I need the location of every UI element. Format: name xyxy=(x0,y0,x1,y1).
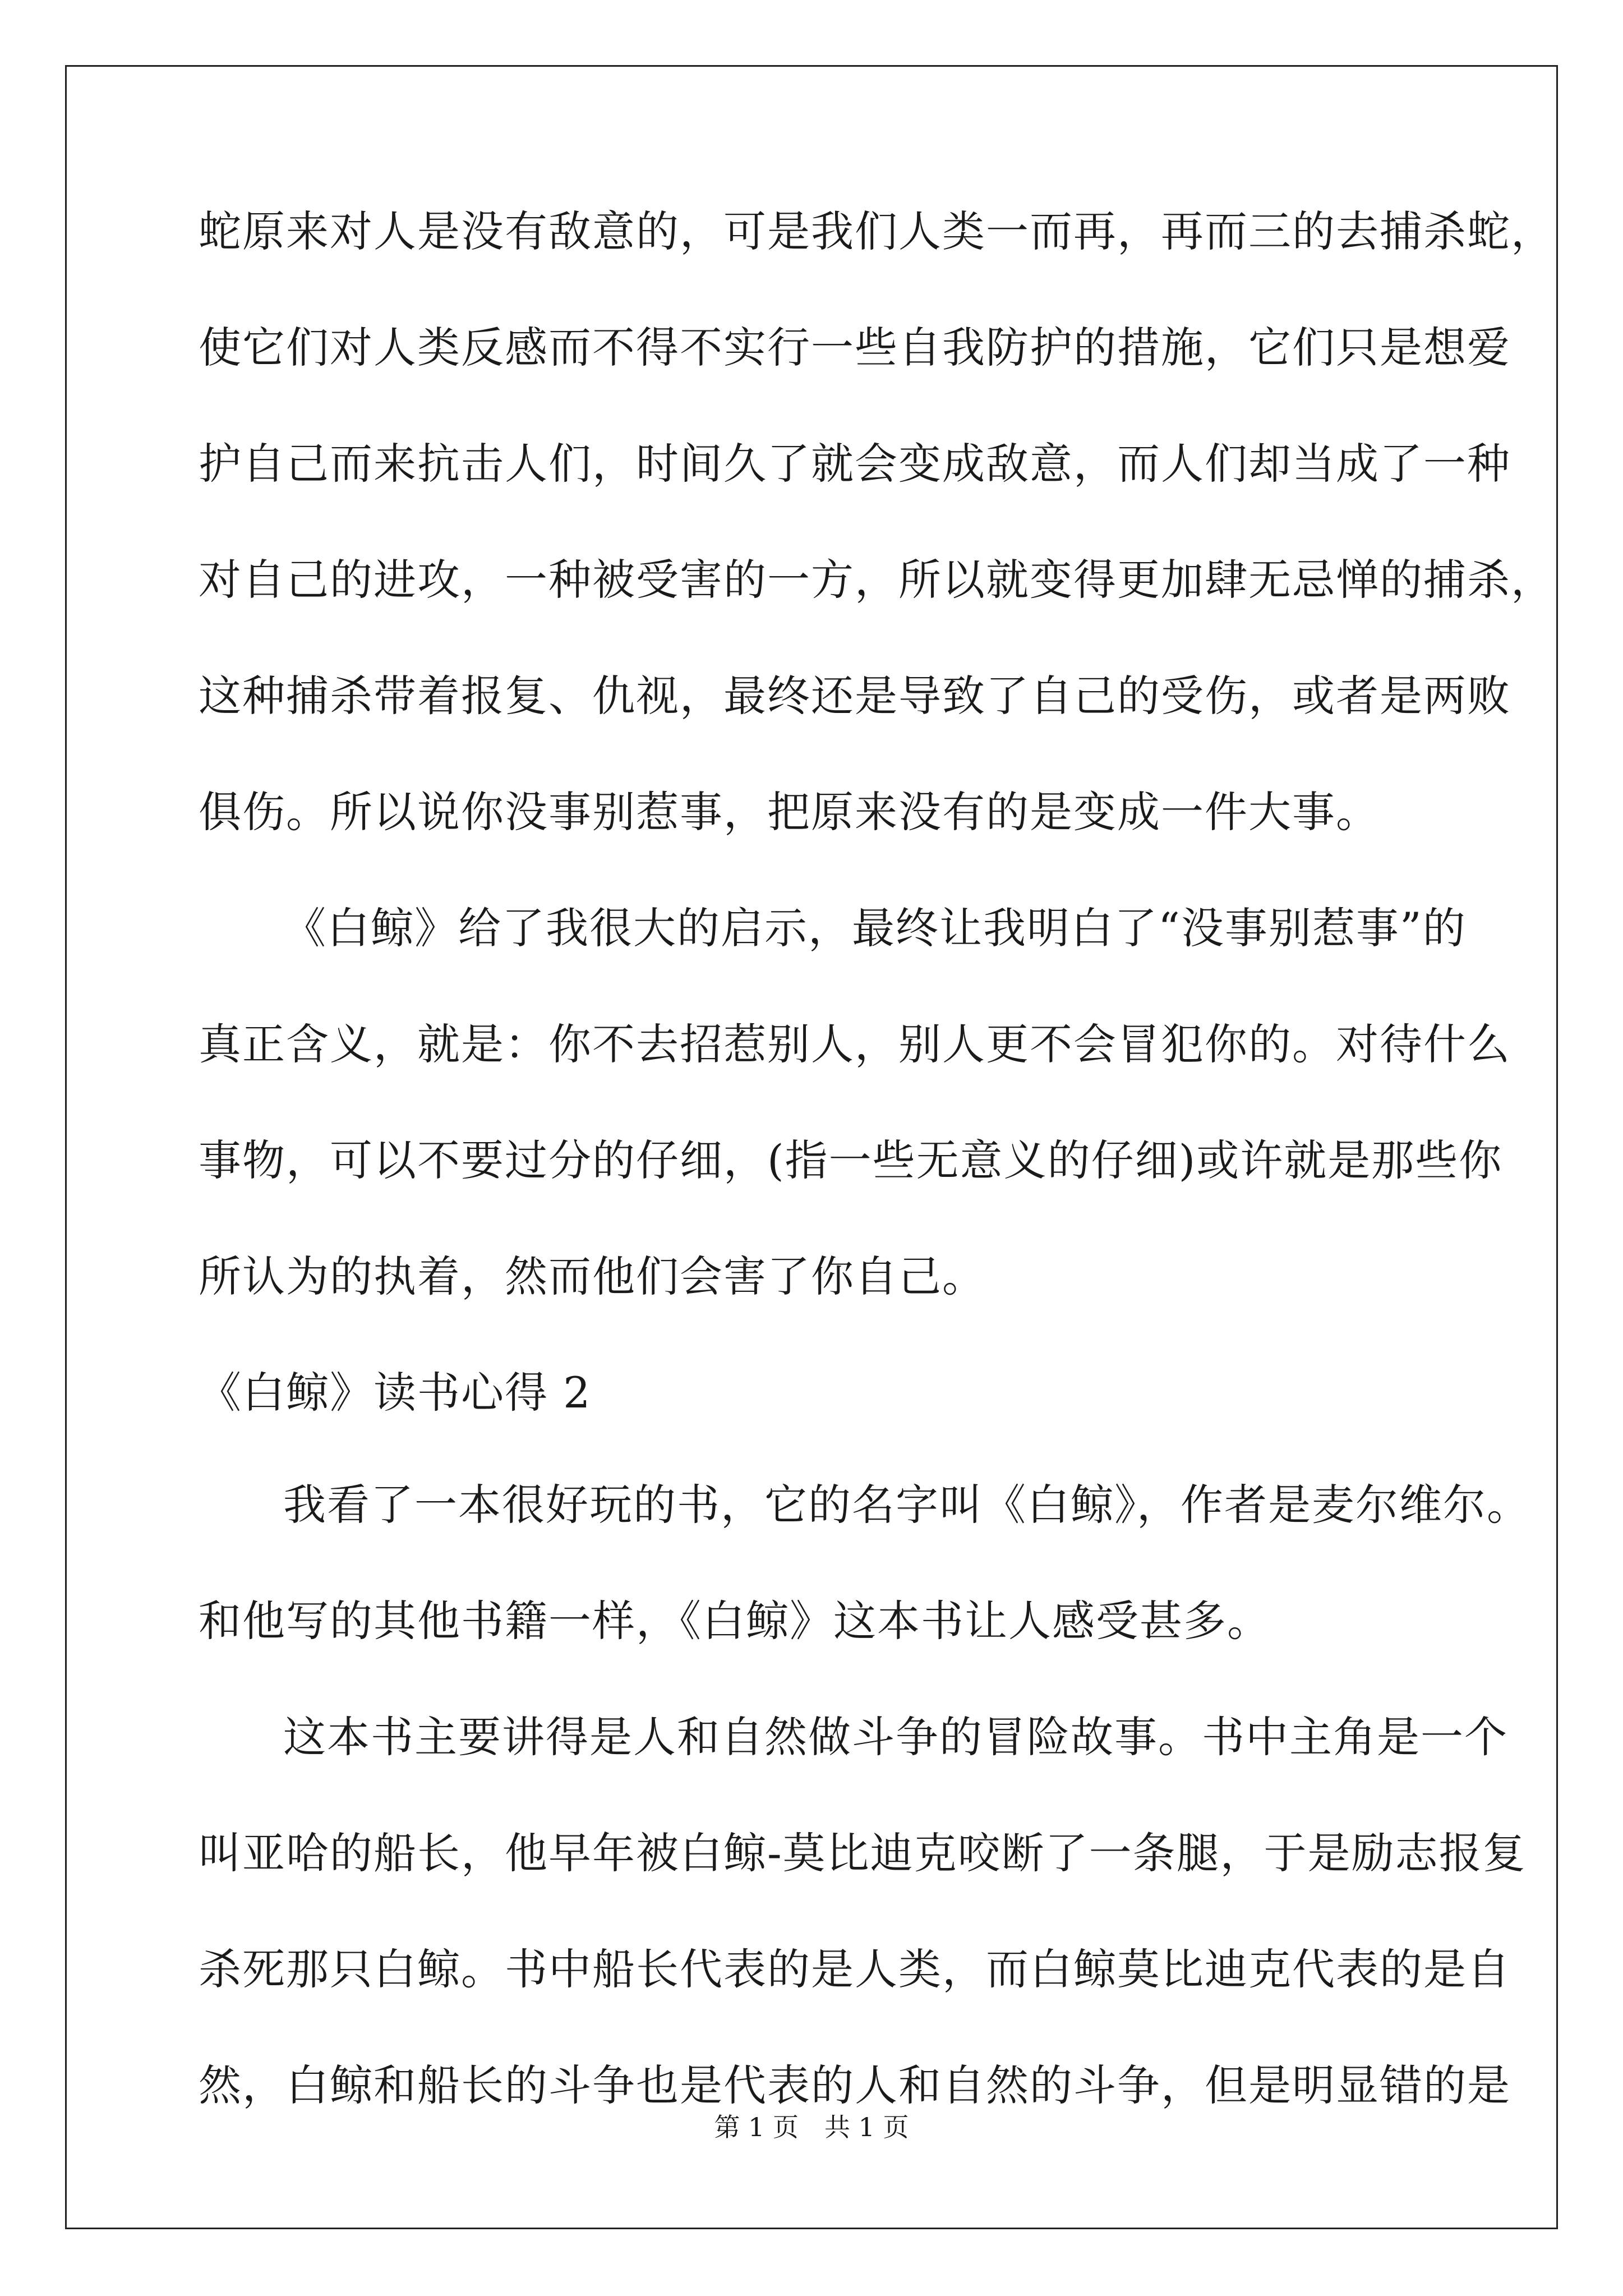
text-line: 然，白鲸和船长的斗争也是代表的人和自然的斗争，但是明显错的是 xyxy=(199,2060,1511,2110)
text-line: 事物，可以不要过分的仔细，(指一些无意义的仔细)或许就是那些你 xyxy=(199,1135,1503,1185)
paragraph xyxy=(199,900,1511,1365)
document-body xyxy=(199,204,1555,2174)
text-line: 杀死那只白鲸。书中船长代表的是人类，而白鲸莫比迪克代表的是自 xyxy=(199,1944,1511,1994)
paragraph xyxy=(199,1709,1527,2174)
text-line: 俱伤。所以说你没事别惹事，把原来没有的是变成一件大事。 xyxy=(199,787,1380,837)
text-line: 蛇原来对人是没有敌意的，可是我们人类一而再，再而三的去捕杀蛇， xyxy=(199,206,1555,256)
section-heading: 《白鲸》读书心得 2 xyxy=(199,1368,592,1418)
text-line: 我看了一本很好玩的书，它的名字叫《白鲸》，作者是麦尔维尔。 xyxy=(283,1480,1530,1530)
text-line: 叫亚哈的船长，他早年被白鲸-莫比迪克咬断了一条腿，于是励志报复 xyxy=(199,1828,1527,1878)
text-line: 护自己而来抗击人们，时间久了就会变成敌意，而人们却当成了一种 xyxy=(199,439,1511,489)
paragraph xyxy=(199,204,1555,900)
text-line: 《白鲸》给了我很大的启示，最终让我明白了“没事别惹事”的 xyxy=(283,903,1467,953)
text-line: 真正含义，就是：你不去招惹别人，别人更不会冒犯你的。对待什么 xyxy=(199,1019,1511,1069)
text-line: 这种捕杀带着报复、仇视，最终还是导致了自己的受伤，或者是两败 xyxy=(199,671,1511,721)
text-line: 对自己的进攻，一种被受害的一方，所以就变得更加肆无忌惮的捕杀， xyxy=(199,555,1555,605)
text-line: 和他写的其他书籍一样，《白鲸》这本书让人感受甚多。 xyxy=(199,1596,1271,1646)
text-line: 所认为的执着，然而他们会害了你自己。 xyxy=(199,1251,986,1301)
paragraph xyxy=(199,1477,1530,1709)
text-line: 使它们对人类反感而不得不实行一些自我防护的措施，它们只是想爱 xyxy=(199,323,1511,372)
page-number-footer: 第 1 页 共 1 页 xyxy=(714,2112,909,2142)
text-line: 这本书主要讲得是人和自然做斗争的冒险故事。书中主角是一个 xyxy=(283,1712,1508,1762)
